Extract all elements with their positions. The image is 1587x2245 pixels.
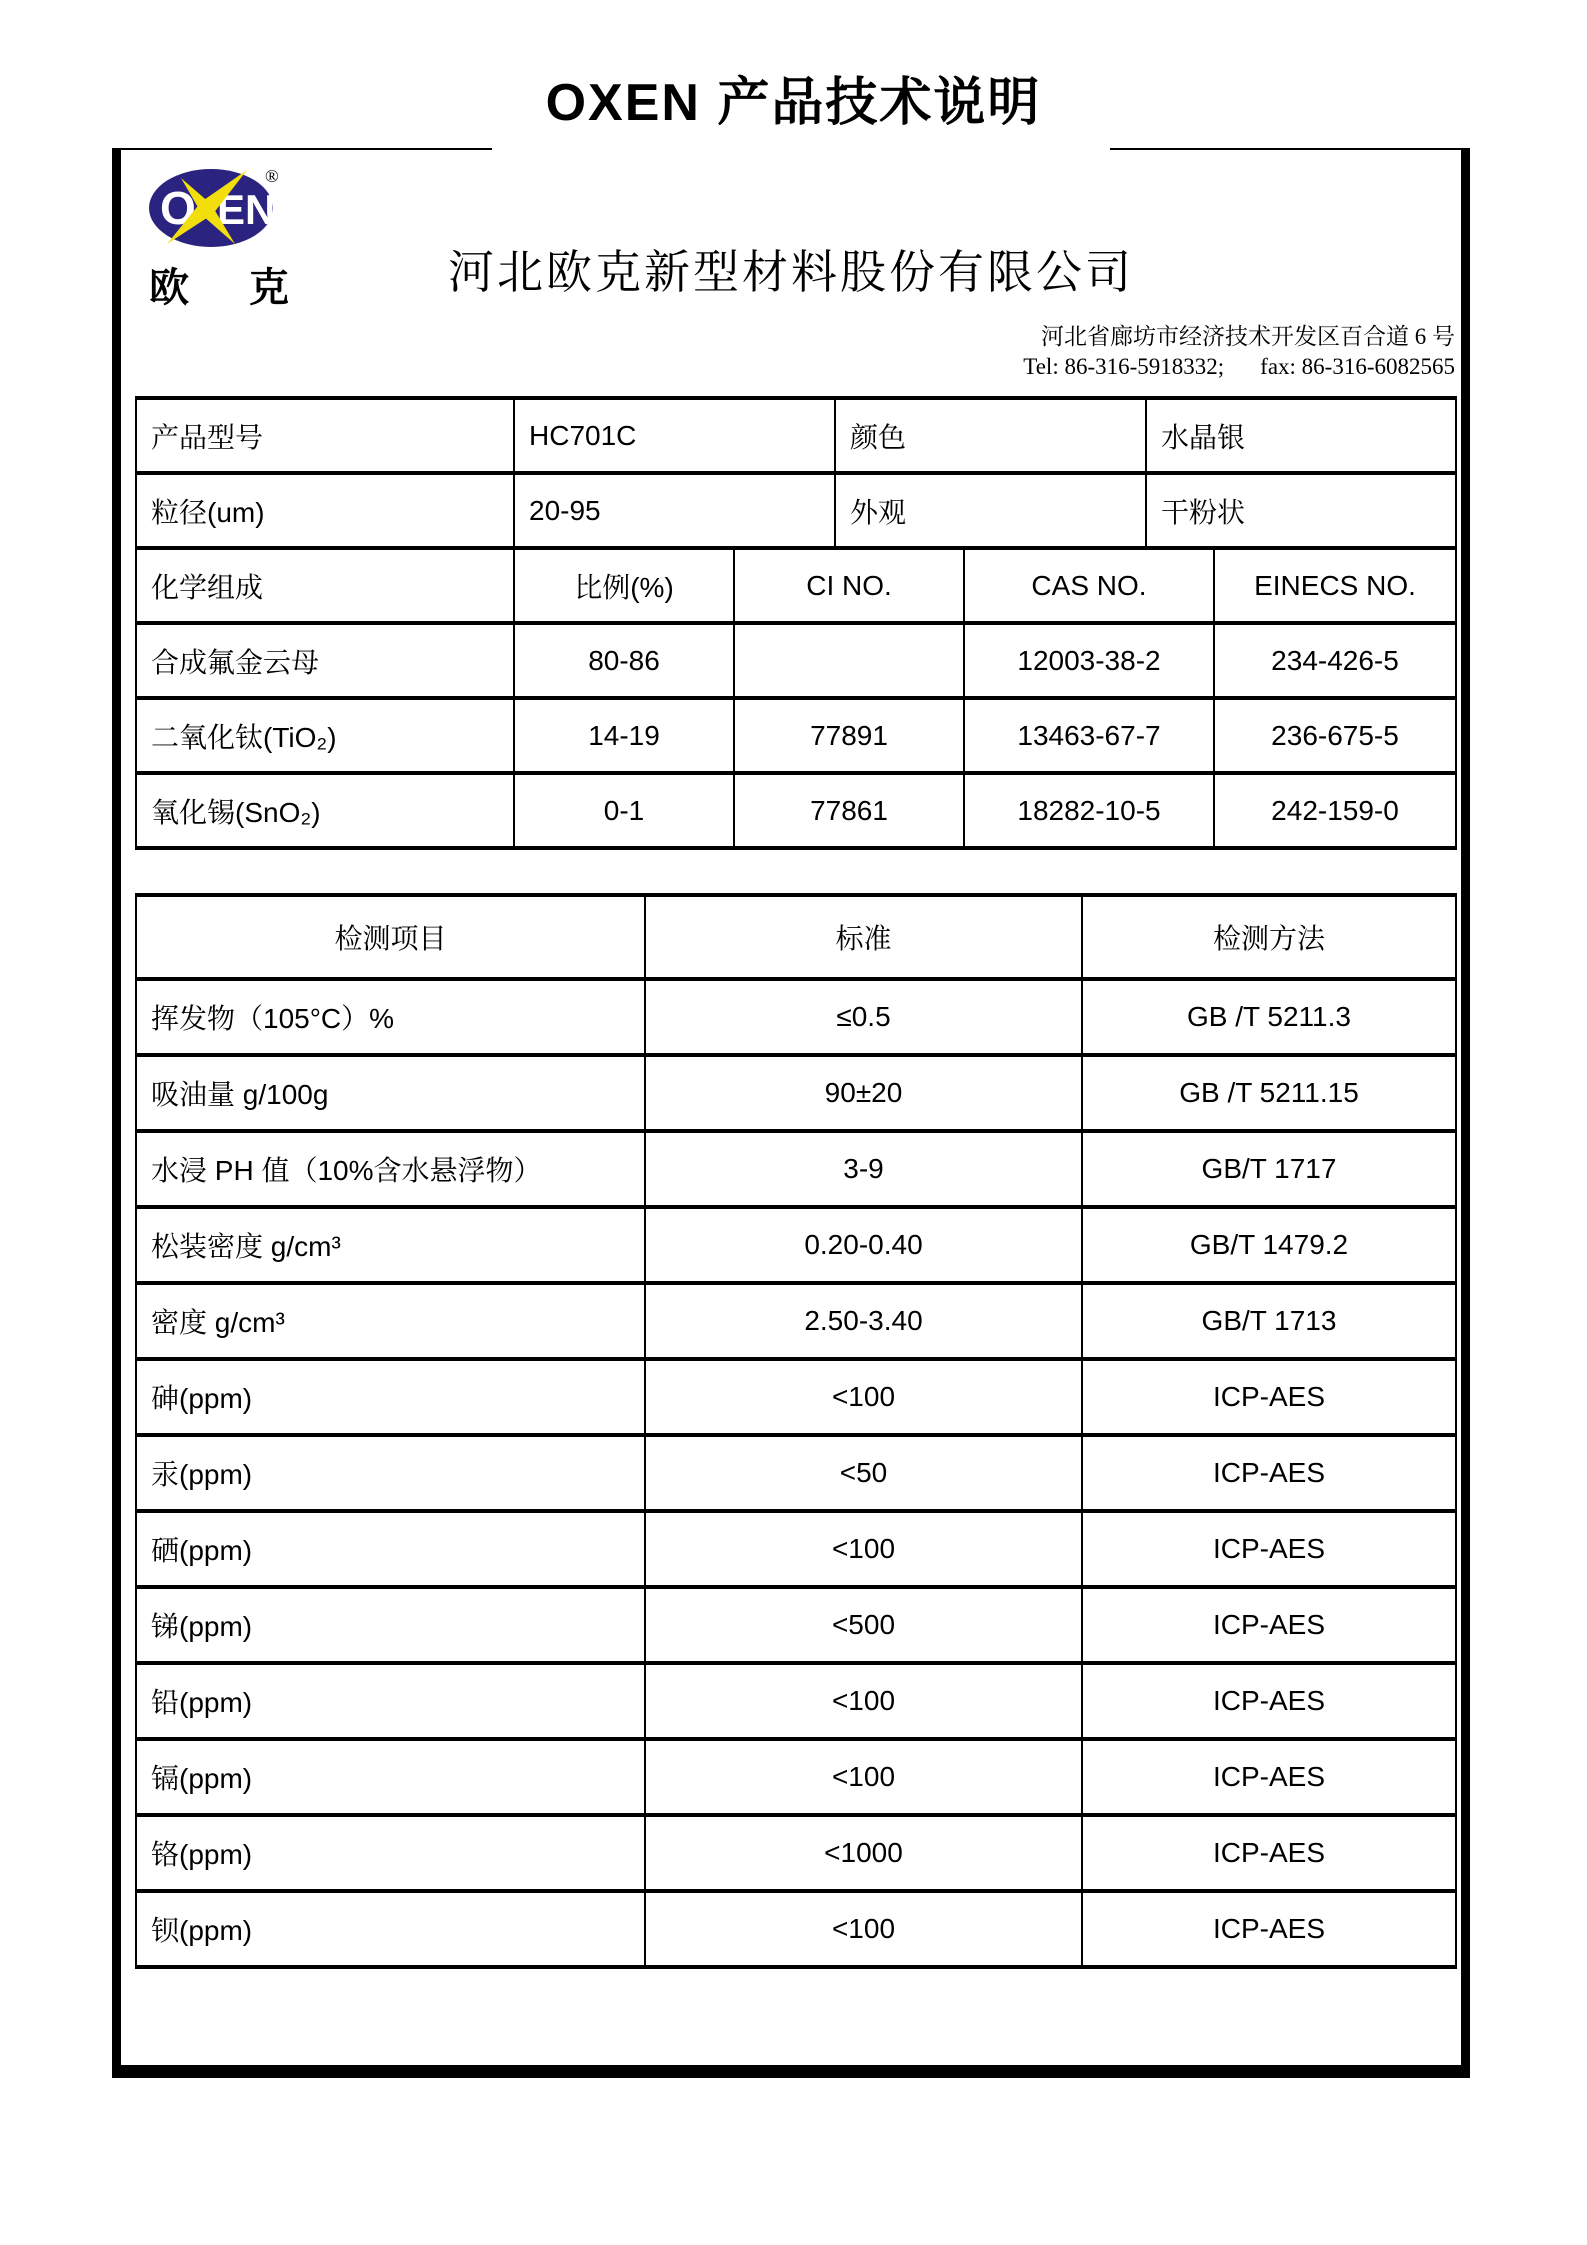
table-cell: 90±20 [645,1055,1082,1131]
test-body [136,979,1456,1967]
page-title: OXEN 产品技术说明 [545,74,1042,132]
table-cell: GB /T 5211.3 [1082,979,1456,1055]
table-row [136,1891,1456,1967]
table-cell: 吸油量 g/100g [136,1055,645,1131]
table-cell: 产品型号 [136,398,514,473]
table-row [136,698,1456,773]
table-cell: <100 [645,1739,1082,1815]
table-cell: 铅(ppm) [136,1663,645,1739]
table-cell: ICP-AES [1082,1891,1456,1967]
table-cell: 236-675-5 [1214,698,1456,773]
test-table [135,893,1457,1969]
registered-trademark-icon: ® [265,166,279,186]
table-row [136,1207,1456,1283]
table-cell: ICP-AES [1082,1663,1456,1739]
table-cell: <100 [645,1511,1082,1587]
table-row [136,773,1456,848]
table-row [136,1663,1456,1739]
table-cell: 2.50-3.40 [645,1283,1082,1359]
table-cell: 13463-67-7 [964,698,1214,773]
column-header: 比例(%) [514,548,734,623]
table-cell: 77891 [734,698,964,773]
company-contact-line [1023,352,1455,382]
column-header: 化学组成 [136,548,514,623]
table-cell: ICP-AES [1082,1435,1456,1511]
logo-letters-en: EN [217,186,276,233]
table-cell: 12003-38-2 [964,623,1214,698]
table-row [136,623,1456,698]
table-cell: 硒(ppm) [136,1511,645,1587]
table-cell: ICP-AES [1082,1815,1456,1891]
table-cell: 粒径(um) [136,473,514,548]
table-cell: 钡(ppm) [136,1891,645,1967]
table-row [136,979,1456,1055]
table-cell: GB/T 1713 [1082,1283,1456,1359]
table-cell: 挥发物（105°C）% [136,979,645,1055]
table-cell: 20-95 [514,473,835,548]
table-row [136,1131,1456,1207]
logo-caption-char: 欧 [149,266,189,310]
logo-letter-o: O [160,182,196,234]
table-row [136,1435,1456,1511]
composition-header-row [136,548,1456,623]
table-cell: GB /T 5211.15 [1082,1055,1456,1131]
table-row [136,1739,1456,1815]
table-cell: 80-86 [514,623,734,698]
table-cell: 镉(ppm) [136,1739,645,1815]
logo-caption-char: 克 [249,266,289,310]
column-header: EINECS NO. [1214,548,1456,623]
table-cell: 二氧化钛(TiO₂) [136,698,514,773]
table-row [136,1359,1456,1435]
company-name: 河北欧克新型材料股份有限公司 [448,247,1134,298]
table-cell: <100 [645,1359,1082,1435]
column-header: 标准 [645,895,1082,979]
table-cell: 汞(ppm) [136,1435,645,1511]
table-cell: 77861 [734,773,964,848]
column-header: CAS NO. [964,548,1214,623]
table-cell: ICP-AES [1082,1359,1456,1435]
table-row [136,1283,1456,1359]
table-cell [734,623,964,698]
table-cell: 松装密度 g/cm³ [136,1207,645,1283]
product-info-body [136,398,1456,548]
table-cell: <100 [645,1663,1082,1739]
table-cell: 砷(ppm) [136,1359,645,1435]
table-cell: 3-9 [645,1131,1082,1207]
table-cell: 18282-10-5 [964,773,1214,848]
table-cell: GB/T 1479.2 [1082,1207,1456,1283]
table-cell: 锑(ppm) [136,1587,645,1663]
table-row [136,1055,1456,1131]
table-row [136,473,1456,548]
table-cell: 合成氟金云母 [136,623,514,698]
table-row [136,1587,1456,1663]
table-row [136,548,1456,623]
table-cell: 外观 [835,473,1146,548]
table-cell: HC701C [514,398,835,473]
table-row [136,398,1456,473]
table-cell: 铬(ppm) [136,1815,645,1891]
table-cell: 242-159-0 [1214,773,1456,848]
composition-body [136,623,1456,848]
company-fax: fax: 86-316-6082565 [1260,353,1455,379]
table-cell: ICP-AES [1082,1587,1456,1663]
table-cell: 水晶银 [1146,398,1456,473]
company-tel: Tel: 86-316-5918332; [1023,353,1225,379]
table-cell: <50 [645,1435,1082,1511]
table-cell: <100 [645,1891,1082,1967]
table-row [136,895,1456,979]
column-header: 检测方法 [1082,895,1456,979]
table-cell: ICP-AES [1082,1511,1456,1587]
company-address: 河北省廊坊市经济技术开发区百合道 6 号 [1041,324,1455,349]
table-cell: 密度 g/cm³ [136,1283,645,1359]
table-cell: 234-426-5 [1214,623,1456,698]
table-cell: GB/T 1717 [1082,1131,1456,1207]
table-cell: <1000 [645,1815,1082,1891]
column-header: CI NO. [734,548,964,623]
table-cell: 干粉状 [1146,473,1456,548]
table-cell: 14-19 [514,698,734,773]
table-cell: 0.20-0.40 [645,1207,1082,1283]
company-address-block [1023,322,1455,382]
composition-table [135,546,1457,850]
table-cell: 水浸 PH 值（10%含水悬浮物） [136,1131,645,1207]
table-cell: 颜色 [835,398,1146,473]
table-cell: ICP-AES [1082,1739,1456,1815]
product-info-table [135,396,1457,550]
document-frame [112,150,1470,2078]
test-header-row [136,895,1456,979]
table-cell: 0-1 [514,773,734,848]
table-cell: <500 [645,1587,1082,1663]
table-cell: 氧化锡(SnO₂) [136,773,514,848]
column-header: 检测项目 [136,895,645,979]
table-row [136,1815,1456,1891]
table-cell: ≤0.5 [645,979,1082,1055]
table-row [136,1511,1456,1587]
